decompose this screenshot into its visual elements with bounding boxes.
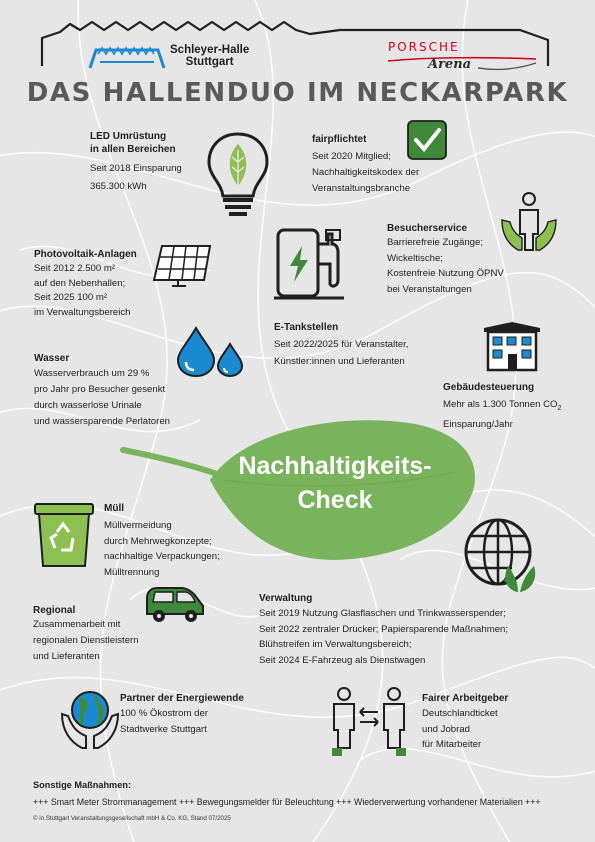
muell-text-line3: nachhaltige Verpackungen; [104,551,220,562]
verwaltung-title [259,592,508,605]
fair-text [312,149,419,197]
wasser-text-line2: pro Jahr pro Besucher gesenkt [34,384,166,395]
block-regional [33,604,139,665]
regional-text-line3: und Lieferanten [33,651,100,662]
leaf-title-line2: Check [297,486,373,514]
service-text [387,235,504,297]
regional-title [33,604,139,617]
muell-text [104,518,220,580]
arbeitgeber-text-line2: und Jobrad [422,723,471,735]
gebaeude-text-sub: 2 [557,404,562,412]
block-etank [274,321,408,370]
gebaeude-text-main: Mehr als 1.300 Tonnen CO [443,399,558,410]
led-text-line1: Seit 2018 Einsparung [90,163,182,174]
logo-schleyer-halle [88,44,166,70]
logo-right-line2: Arena [428,57,472,72]
verwaltung-text-line4: Seit 2024 E-Fahrzeug als Dienstwagen [259,654,426,666]
footer-text: +++ Smart Meter Strommanagement +++ Bewegungsmelder für Beleuchtung +++ Wiederverwertung vorhandener Materialien +++ [33,797,541,807]
verwaltung-text-line3: Blühstreifen im Verwaltungsbereich; [259,639,412,650]
wasser-text-line3: durch wasserlose Urinale [34,400,142,411]
led-text [90,162,182,194]
verwaltung-text [259,606,508,668]
hands-globe-icon [60,686,120,752]
partner-text-line1: 100 % Ökostrom der [120,708,208,719]
checkmark-box-icon [406,119,448,161]
gebaeude-text-line2: Einsparung/Jahr [443,418,513,430]
pv-text-line1: Seit 2012 2.500 m² [34,263,116,274]
muell-text-line4: Mülltrennung [104,566,160,578]
pv-title [34,248,137,261]
pv-text-line2: auf den Nebenhallen; [34,277,126,289]
regional-text-line1: Zusammenarbeit mit [33,619,121,630]
pv-text-line3: Seit 2025 100 m² [34,292,108,303]
schleyer-halle-logo-mark-icon [88,44,166,70]
regional-title-line1: Regional [33,605,76,616]
fair-title [312,133,419,146]
wasser-text-line4: und wassersparende Perlatoren [34,416,170,427]
logo-left-line2: Stuttgart [185,56,234,68]
led-title-line1: LED Umrüstung [90,131,167,142]
led-text-line2: 365.300 kWh [90,180,147,192]
service-title [387,222,504,235]
service-text-line2: Wickeltische; [387,252,443,264]
fair-text-line2: Nachhaltigkeitskodex der [312,167,420,178]
verwaltung-title-line1: Verwaltung [259,593,313,604]
fair-text-line3: Veranstaltungsbranche [312,183,411,194]
block-led [90,130,182,194]
fair-title-line1: fairpflichtet [312,134,367,145]
pv-title-line1: Photovoltaik-Anlagen [34,249,137,260]
arbeitgeber-text-line3: für Mitarbeiter [422,739,482,750]
etank-text-line1: Seit 2022/2025 für Veranstalter, [274,339,409,350]
led-title [90,130,182,156]
verwaltung-text-line1: Seit 2019 Nutzung Glasflaschen und Trinkwasserspender; [259,608,506,619]
logo-left-line1: Schleyer-Halle [170,44,250,56]
verwaltung-text-line2: Seit 2022 zentraler Drucker; Papiersparende Maßnahmen; [259,623,509,635]
fair-text-line1: Seit 2020 Mitglied; [312,151,391,162]
service-title-line1: Besucherservice [387,223,468,234]
hands-person-icon [500,190,558,254]
wasser-title [34,352,170,365]
etank-text-line2: Künstler:innen und Lieferanten [274,356,405,367]
car-icon [143,584,207,624]
copyright: © in.Stuttgart Veranstaltungsgesellschaft mbH & Co. KG, Stand 07/2025 [33,815,231,822]
led-title-line2: in allen Bereichen [90,144,176,155]
arbeitgeber-title-line1: Fairer Arbeitgeber [422,693,509,704]
muell-text-line1: Müllvermeidung [104,520,172,531]
leaf-title-line1: Nachhaltigkeits- [238,452,432,480]
wasser-title-line1: Wasser [34,353,70,364]
service-text-line1: Barrierefreie Zugänge; [387,237,483,248]
logo-porsche-arena [388,40,538,72]
ev-charger-icon [274,224,354,302]
arbeitgeber-title [422,692,508,705]
water-drops-icon [176,326,246,378]
lightbulb-leaf-icon [205,130,271,220]
pv-text [34,262,137,320]
page-headline: DAS HALLENDUO IM NECKARPARK [26,78,569,108]
partner-text-line2: Stadtwerke Stuttgart [120,724,207,735]
block-arbeitgeber [422,692,508,753]
service-text-line3: Kostenfreie Nutzung ÖPNV [387,268,504,279]
solar-panel-icon [152,244,214,288]
block-partner [120,692,244,738]
pv-text-line4: im Verwaltungsbereich [34,306,131,318]
block-muell [104,502,220,580]
block-fair [312,133,419,197]
partner-text [120,706,244,738]
regional-text-line2: regionalen Dienstleistern [33,635,139,646]
arbeitgeber-text [422,706,508,753]
block-service [387,222,504,297]
service-text-line4: bei Veranstaltungen [387,283,472,295]
partner-title [120,692,244,705]
recycling-bin-icon [33,498,95,570]
block-pv [34,248,137,320]
etank-title-line1: E-Tankstellen [274,322,339,333]
arena-swoosh-icon [478,62,538,72]
people-exchange-icon [330,686,408,758]
gebaeude-title [443,381,561,394]
regional-text [33,617,139,665]
muell-title-line1: Müll [104,503,124,514]
gebaeude-title-line1: Gebäudesteuerung [443,382,535,393]
logo-schleyer-text [170,44,249,68]
muell-title [104,502,220,515]
logo-right-line1: PORSCHE [388,40,460,54]
footer-title: Sonstige Maßnahmen: [33,780,132,790]
block-verwaltung [259,592,508,668]
arbeitgeber-text-line1: Deutschlandticket [422,708,498,719]
partner-title-line1: Partner der Energiewende [120,693,244,704]
etank-text [274,336,408,370]
muell-text-line2: durch Mehrwegkonzepte; [104,535,212,547]
wasser-text-line1: Wasserverbrauch um 29 % [34,368,150,379]
etank-title [274,321,408,334]
building-icon [482,320,542,372]
globe-leaf-icon [462,516,542,596]
